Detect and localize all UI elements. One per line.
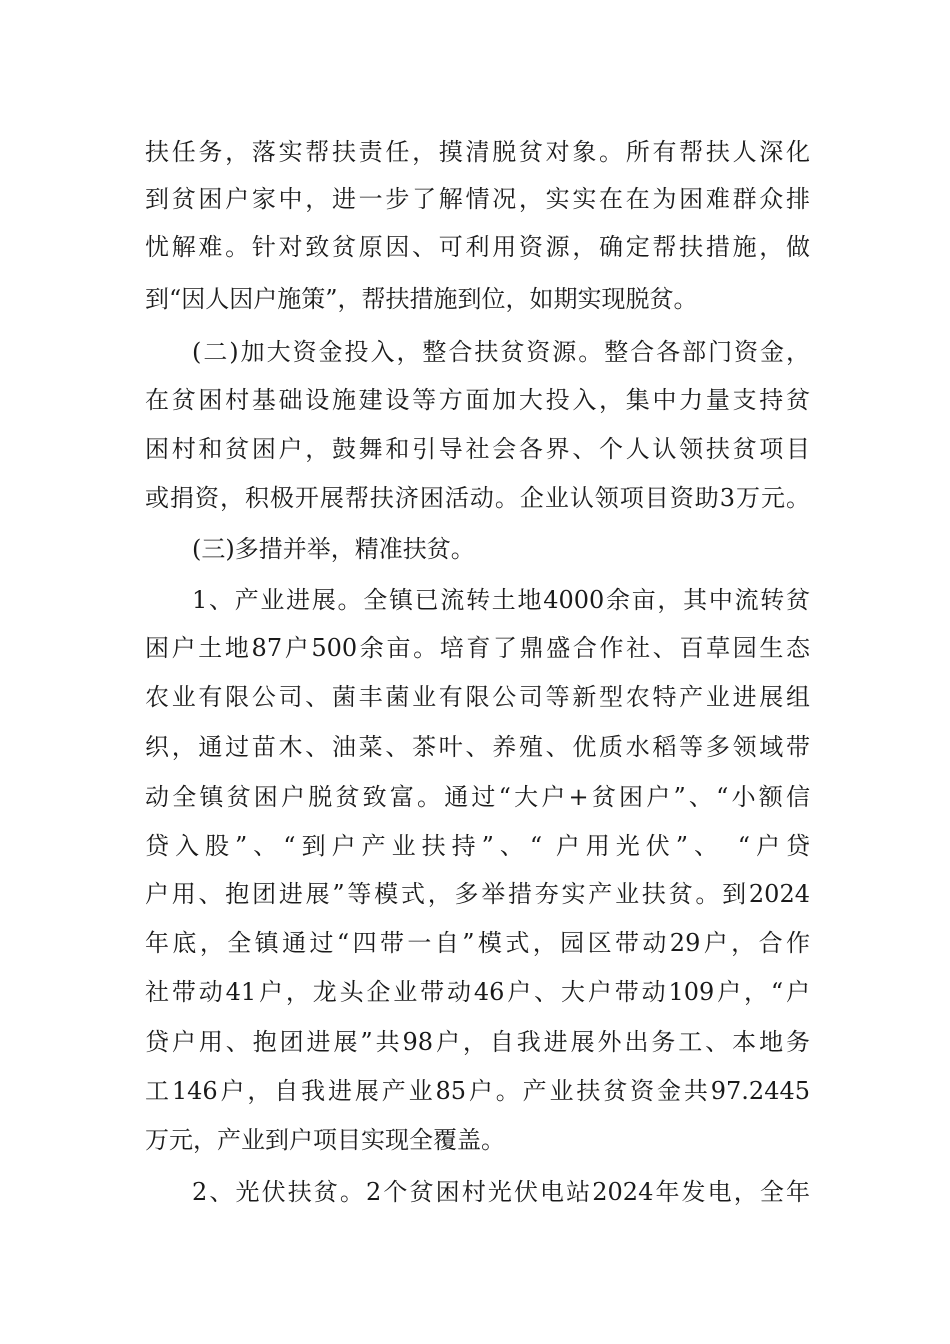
text-line: 困村和贫困户，鼓舞和引导社会各界、个人认领扶贫项目 — [145, 435, 810, 463]
section-heading: (三)多措并举，精准扶贫。 — [192, 535, 475, 563]
text-line: 社带动41户，龙头企业带动46户、大户带动109户，“户 — [145, 978, 810, 1006]
paragraph-heading: (二)加大资金投入，整合扶贫资源。整合各部门资金， — [192, 338, 810, 366]
text-line: 工146户，自我进展产业85户。产业扶贫资金共97.2445 — [145, 1077, 810, 1105]
paragraph-heading: 2、光伏扶贫。2个贫困村光伏电站2024年发电，全年 — [192, 1178, 810, 1206]
text-line: 万元，产业到户项目实现全覆盖。 — [145, 1126, 505, 1154]
text-line: 户用、抱团进展”等模式，多举措夯实产业扶贫。到2024 — [145, 880, 810, 908]
text-line: 忧解难。针对致贫原因、可利用资源，确定帮扶措施，做 — [145, 233, 810, 261]
text-line: 或捐资，积极开展帮扶济困活动。企业认领项目资助3万元。 — [145, 484, 810, 512]
text-line: 贷户用、抱团进展”共98户，自我进展外出务工、本地务 — [145, 1028, 810, 1056]
text-line: 到贫困户家中，进一步了解情况，实实在在为困难群众排 — [145, 185, 810, 213]
text-line: 动全镇贫困户脱贫致富。通过“大户+贫困户”、“小额信 — [145, 783, 810, 811]
paragraph-heading: 1、产业进展。全镇已流转土地4000余亩，其中流转贫 — [192, 586, 810, 614]
text-line: 在贫困村基础设施建设等方面加大投入，集中力量支持贫 — [145, 386, 810, 414]
text-line: 扶任务，落实帮扶责任，摸清脱贫对象。所有帮扶人深化 — [145, 138, 810, 166]
text-line: 到“因人因户施策”，帮扶措施到位，如期实现脱贫。 — [145, 285, 698, 313]
text-line: 年底，全镇通过“四带一自”模式，园区带动29户，合作 — [145, 929, 810, 957]
text-line: 贷入股”、“到户产业扶持”、“ 户用光伏”、 “户贷 — [145, 832, 810, 860]
text-line: 困户土地87户500余亩。培育了鼎盛合作社、百草园生态 — [145, 634, 810, 662]
text-line: 织，通过苗木、油菜、茶叶、养殖、优质水稻等多领域带 — [145, 733, 810, 761]
text-line: 农业有限公司、菌丰菌业有限公司等新型农特产业进展组 — [145, 683, 810, 711]
